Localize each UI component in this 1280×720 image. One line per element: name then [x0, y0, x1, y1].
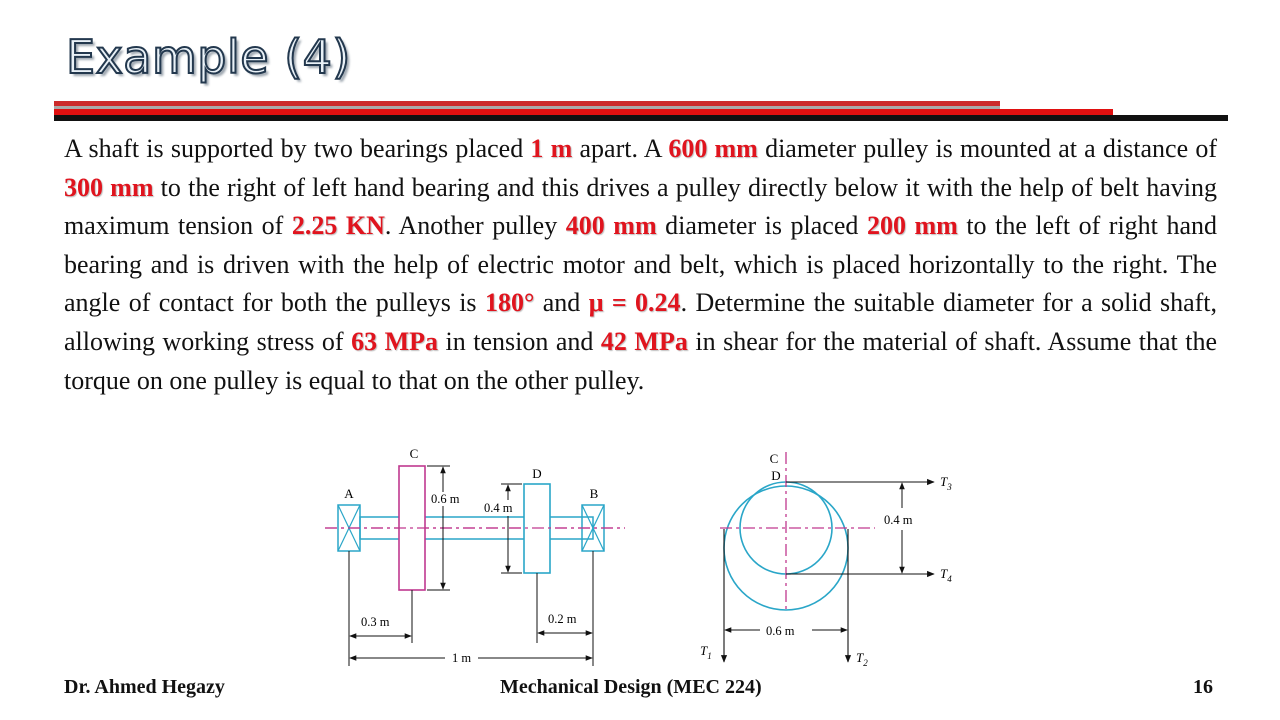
text-segment: diameter is placed — [656, 211, 867, 241]
end-label-c: C — [769, 451, 779, 466]
text-segment: and — [534, 288, 589, 318]
title-underline-red — [54, 109, 1113, 115]
footer-page-number: 16 — [1193, 676, 1213, 698]
highlighted-value: μ = 0.24 — [588, 288, 681, 318]
dim-d-diameter: 0.4 m — [484, 501, 513, 515]
tension-t2: $T_2$ — [856, 650, 868, 668]
highlighted-value: 1 m — [530, 134, 573, 163]
footer-author: Dr. Ahmed Hegazy — [64, 676, 225, 698]
end-dim-d-diameter: 0.4 m — [884, 513, 913, 527]
label-d: D — [532, 466, 542, 481]
slide-title: Example (4) — [66, 30, 351, 84]
dim-d-to-b: 0.2 m — [548, 612, 577, 626]
dim-a-to-b: 1 m — [452, 651, 472, 665]
highlighted-value: 600 mm — [668, 134, 758, 163]
shaft-side-view — [325, 446, 625, 666]
highlighted-value: 300 mm — [64, 172, 154, 202]
label-a: A — [344, 486, 354, 501]
label-c: C — [409, 446, 419, 461]
footer-course: Mechanical Design (MEC 224) — [500, 676, 762, 698]
highlighted-value: 42 MPa — [600, 326, 688, 356]
problem-statement — [64, 130, 1217, 400]
end-dim-c-diameter: 0.6 m — [766, 624, 795, 638]
text-segment: . Another pulley — [384, 211, 566, 241]
tension-t1: $T_1$ — [700, 643, 712, 661]
text-segment: to the right of left hand bearing and this drives a pulley directly below it with the help of belt having maximum tension of — [64, 172, 1217, 241]
text-segment: in shear for the material of shaft. Assume that the torque on one pulley is equal to that on the other pulley. — [64, 326, 1218, 395]
text-segment: to the left of right hand bearing and is driven with the help of electric motor and belt, which is placed horizontally to the right. The angle of contact for both the pulleys is — [64, 211, 1217, 318]
highlighted-value: 2.25 KN — [291, 211, 385, 241]
pulley-end-view — [700, 451, 952, 668]
highlighted-value: 200 mm — [866, 211, 958, 241]
highlighted-value: 400 mm — [565, 211, 657, 241]
title-underline-black — [54, 115, 1228, 121]
end-label-d: D — [771, 468, 781, 483]
shaft-diagram — [300, 440, 980, 675]
tension-t4: $T_4$ — [940, 566, 952, 584]
title-underline-top — [54, 101, 1000, 109]
dim-c-diameter: 0.6 m — [431, 492, 460, 506]
text-segment: in tension and — [438, 326, 601, 356]
highlighted-value: 180° — [484, 288, 535, 318]
label-b: B — [589, 486, 599, 501]
dim-a-to-c: 0.3 m — [361, 615, 390, 629]
highlighted-value: 63 MPa — [351, 326, 439, 356]
text-segment: diameter pulley is mounted at a distance of — [757, 134, 1217, 163]
text-segment: A shaft is supported by two bearings placed — [64, 134, 531, 163]
tension-t3: $T_3$ — [940, 474, 952, 492]
text-segment: . Determine the suitable diameter for a solid shaft, allowing working stress of — [64, 288, 1218, 356]
text-segment: apart. A — [572, 134, 669, 163]
